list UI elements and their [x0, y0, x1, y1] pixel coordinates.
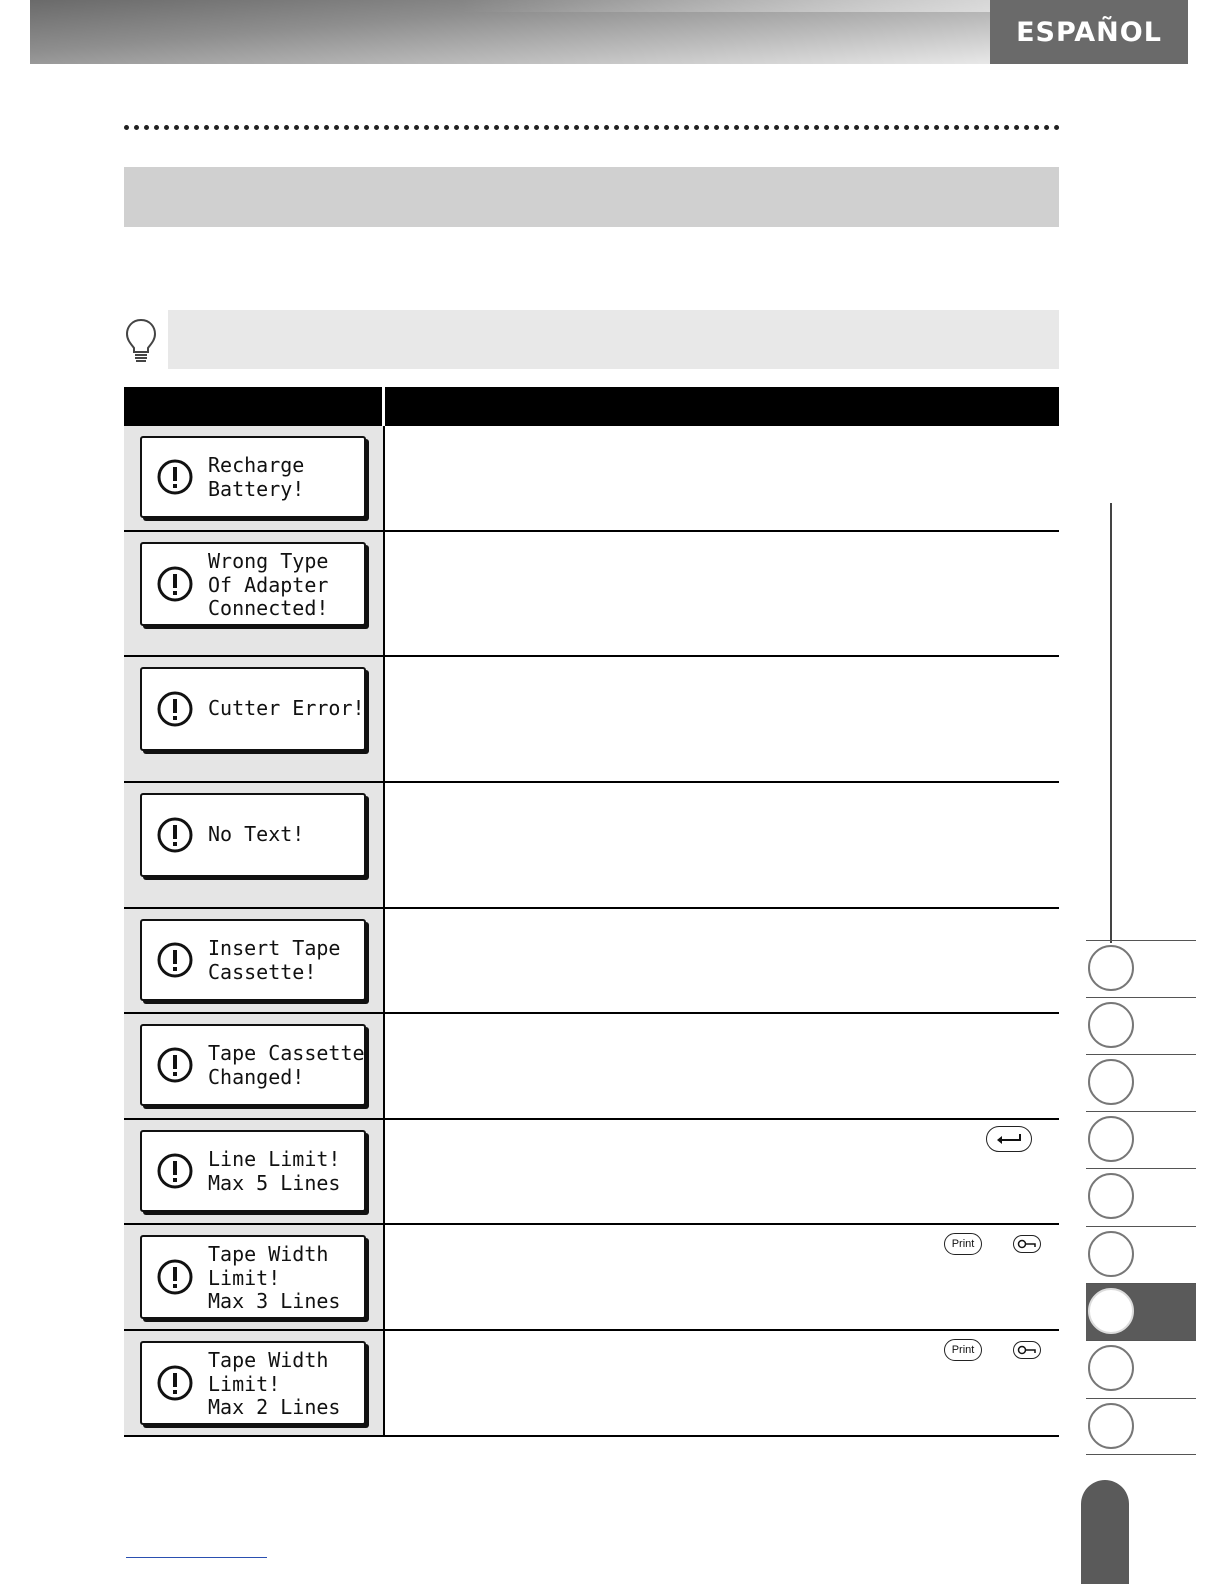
- footer-link[interactable]: [126, 1557, 267, 1558]
- message-line: Tape Cassette: [208, 1041, 365, 1065]
- message-line: Wrong Type: [208, 549, 329, 573]
- exclamation-icon: [156, 1364, 194, 1402]
- chapter-tab-9[interactable]: [1086, 1398, 1196, 1455]
- table-row: [124, 426, 1059, 532]
- page-number-tab: [1081, 1480, 1129, 1584]
- chapter-tab-1[interactable]: [1086, 940, 1196, 997]
- lightbulb-icon: [124, 318, 158, 364]
- table-row: [124, 532, 1059, 657]
- message-line: Tape Width: [208, 1242, 329, 1266]
- lcd-message: [140, 542, 366, 626]
- table-row: [124, 1331, 1059, 1437]
- message-line: Max 2 Lines: [208, 1395, 341, 1419]
- key-icon: [1017, 1239, 1037, 1249]
- exclamation-icon: [156, 941, 194, 979]
- key-icon-key: [1013, 1341, 1041, 1359]
- lcd-message: [140, 1024, 366, 1106]
- lcd-message: [140, 919, 366, 1001]
- table-row: [124, 1014, 1059, 1120]
- chapter-tab-2[interactable]: [1086, 997, 1196, 1054]
- message-line: Limit!: [208, 1371, 281, 1396]
- exclamation-icon: [156, 1152, 194, 1190]
- chapter-tab-3[interactable]: [1086, 1054, 1196, 1111]
- dotted-divider: [124, 125, 1060, 130]
- header-banner: [30, 0, 992, 64]
- message-line: Tape Width: [208, 1348, 329, 1372]
- message-line: No Text!: [208, 822, 305, 846]
- enter-arrow-icon: [994, 1132, 1024, 1146]
- table-row: [124, 909, 1059, 1014]
- note-box: [168, 310, 1059, 369]
- message-line: Cassette!: [208, 959, 317, 984]
- chapter-tab-8[interactable]: [1086, 1340, 1196, 1397]
- error-message-table: [124, 387, 1059, 1437]
- message-line: Connected!: [208, 596, 329, 620]
- section-title-bar: [124, 167, 1059, 227]
- table-row: [124, 657, 1059, 783]
- exclamation-icon: [156, 816, 194, 854]
- lcd-message: [140, 667, 366, 751]
- table-row: [124, 1120, 1059, 1225]
- message-line: Max 5 Lines: [208, 1170, 341, 1195]
- message-line: Battery!: [208, 476, 305, 501]
- chapter-tab-4[interactable]: [1086, 1111, 1196, 1168]
- lcd-message: [140, 1235, 366, 1319]
- key-icon-key: [1013, 1235, 1041, 1253]
- message-line: Recharge: [208, 453, 305, 477]
- message-line: Changed!: [208, 1064, 305, 1089]
- lcd-message: [140, 436, 366, 518]
- message-line: Insert Tape: [208, 936, 341, 960]
- exclamation-icon: [156, 690, 194, 728]
- print-key: Print: [944, 1233, 982, 1255]
- chapter-tab-6[interactable]: [1086, 1226, 1196, 1283]
- lcd-message: [140, 1341, 366, 1425]
- message-line: Limit!: [208, 1265, 281, 1290]
- message-line: Cutter Error!: [208, 696, 365, 720]
- header-shine: [460, 0, 1020, 12]
- message-line: Max 3 Lines: [208, 1289, 341, 1313]
- message-line: Line Limit!: [208, 1147, 341, 1171]
- table-header: [124, 387, 1059, 426]
- exclamation-icon: [156, 1046, 194, 1084]
- lcd-message: [140, 793, 366, 877]
- table-row: [124, 1225, 1059, 1331]
- key-icon: [1017, 1345, 1037, 1355]
- exclamation-icon: [156, 1258, 194, 1296]
- enter-key: [986, 1126, 1032, 1152]
- exclamation-icon: [156, 565, 194, 603]
- chapter-tab-7[interactable]: [1086, 1283, 1196, 1340]
- chapter-tab-5[interactable]: [1086, 1168, 1196, 1225]
- language-tab[interactable]: ESPAÑOL: [990, 0, 1188, 64]
- print-key: Print: [944, 1339, 982, 1361]
- table-row: [124, 783, 1059, 909]
- chapter-index-line: [1110, 503, 1112, 943]
- lcd-message: [140, 1130, 366, 1212]
- exclamation-icon: [156, 458, 194, 496]
- message-line: Of Adapter: [208, 572, 329, 597]
